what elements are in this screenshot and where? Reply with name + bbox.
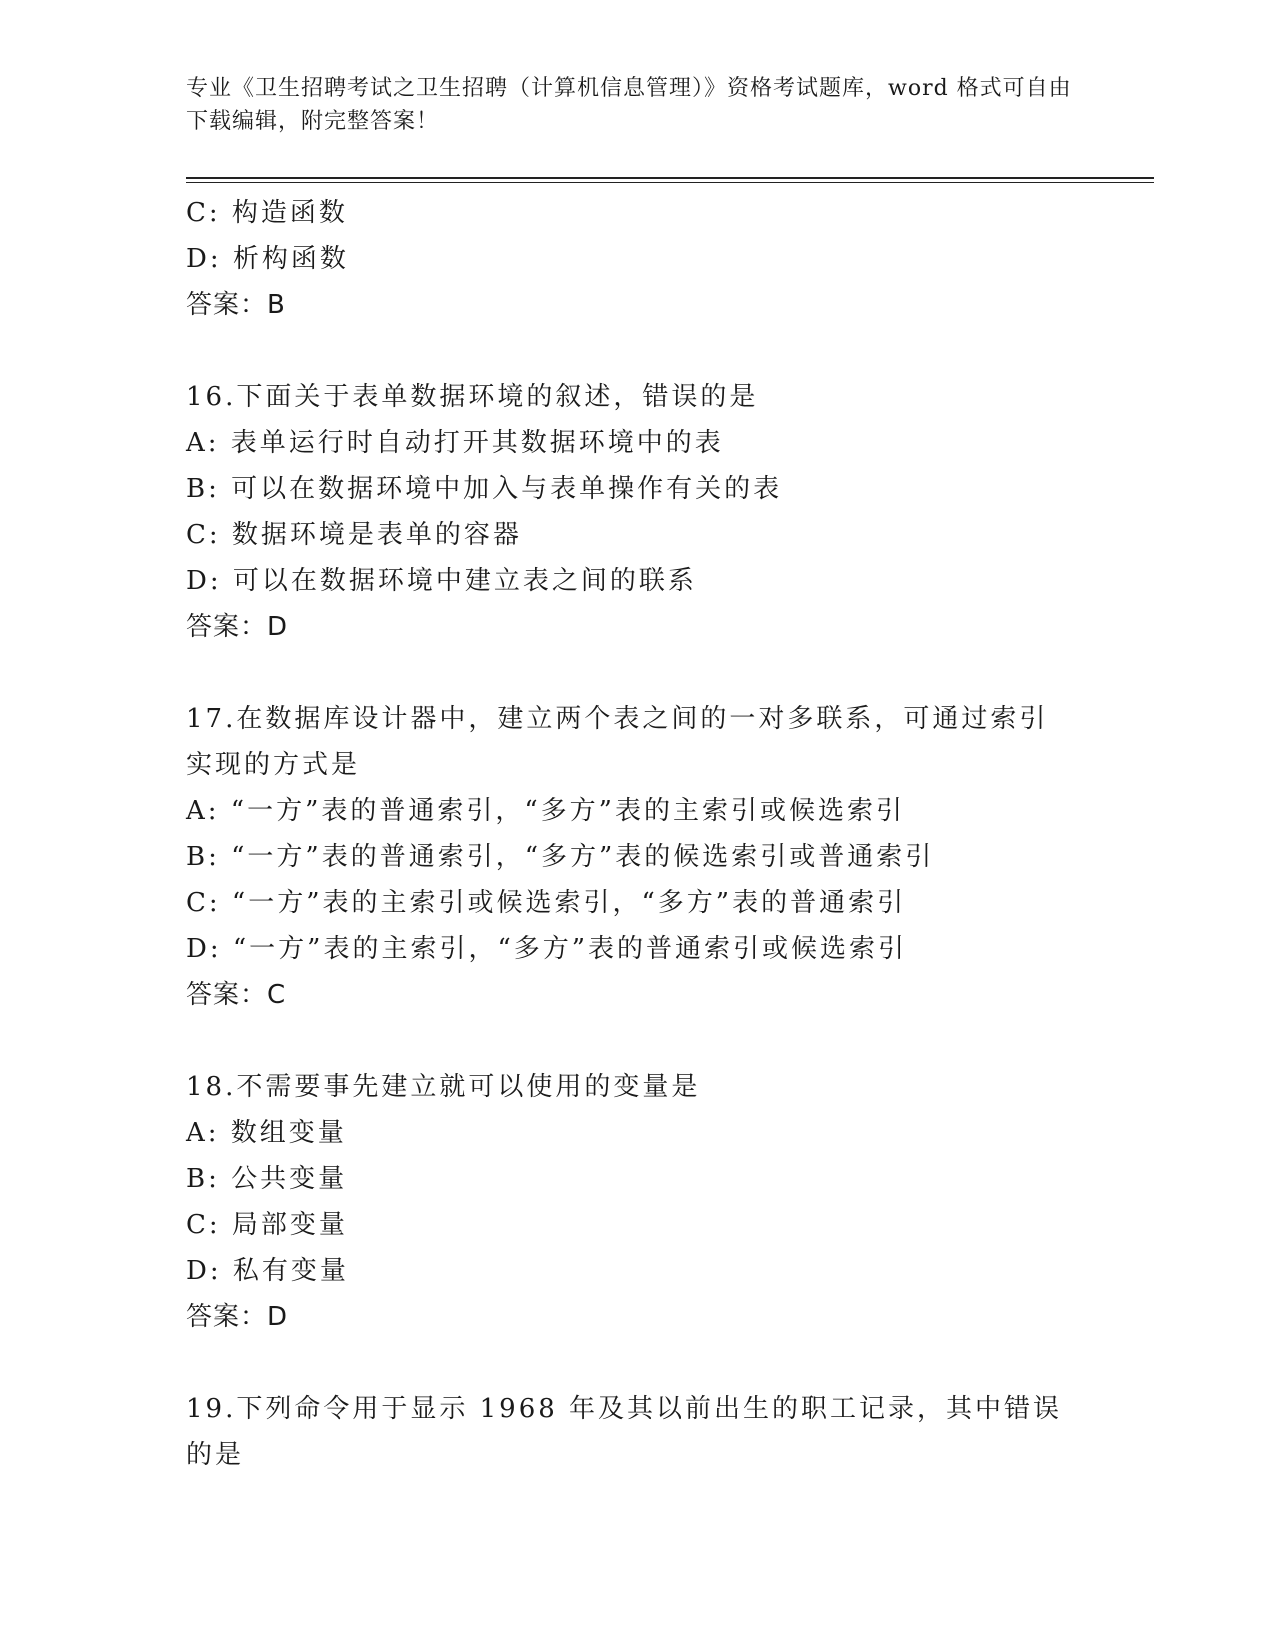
header-text: 专业《卫生招聘考试之卫生招聘（计算机信息管理）》资格考试题库，word 格式可自由下载编辑，附完整答案！ [186, 76, 1072, 134]
option-a: A: 数组变量 [186, 1118, 347, 1148]
question-17 [186, 696, 1086, 1018]
option-b: B: “一方”表的普通索引，“多方”表的候选索引或普通索引 [186, 842, 935, 872]
header-divider-thick [186, 177, 1154, 179]
option-d: D: “一方”表的主索引，“多方”表的普通索引或候选索引 [186, 934, 908, 964]
question-19 [186, 1386, 1086, 1478]
question-spacer [186, 1018, 1086, 1064]
question-stem: 19.下列命令用于显示 1968 年及其以前出生的职工记录，其中错误的是 [186, 1394, 1063, 1470]
question-content [186, 190, 1086, 1478]
answer: 答案：B [186, 290, 286, 320]
question-16 [186, 374, 1086, 650]
answer: 答案：C [186, 980, 287, 1010]
question-18 [186, 1064, 1086, 1340]
option-a: A: 表单运行时自动打开其数据环境中的表 [186, 428, 724, 458]
option-a: A: “一方”表的普通索引，“多方”表的主索引或候选索引 [186, 796, 905, 826]
question-stem: 17.在数据库设计器中，建立两个表之间的一对多联系，可通过索引实现的方式是 [186, 704, 1049, 780]
option-d: D: 可以在数据环境中建立表之间的联系 [186, 566, 697, 596]
option-c: C: 数据环境是表单的容器 [186, 520, 522, 550]
option-d: D: 析构函数 [186, 244, 349, 274]
question-spacer [186, 650, 1086, 696]
option-c: C: 局部变量 [186, 1210, 348, 1240]
option-c: C: “一方”表的主索引或候选索引，“多方”表的普通索引 [186, 888, 907, 918]
question-stem: 16.下面关于表单数据环境的叙述，错误的是 [186, 382, 759, 412]
option-d: D: 私有变量 [186, 1256, 349, 1286]
question-15-tail [186, 190, 1086, 328]
answer: 答案：D [186, 1302, 289, 1332]
question-stem: 18.不需要事先建立就可以使用的变量是 [186, 1072, 701, 1102]
answer: 答案：D [186, 612, 289, 642]
question-spacer [186, 328, 1086, 374]
option-b: B: 可以在数据环境中加入与表单操作有关的表 [186, 474, 783, 504]
option-b: B: 公共变量 [186, 1164, 348, 1194]
option-c: C: 构造函数 [186, 198, 348, 228]
question-spacer [186, 1340, 1086, 1386]
header-divider-thin [186, 182, 1154, 183]
document-header [186, 72, 1076, 138]
